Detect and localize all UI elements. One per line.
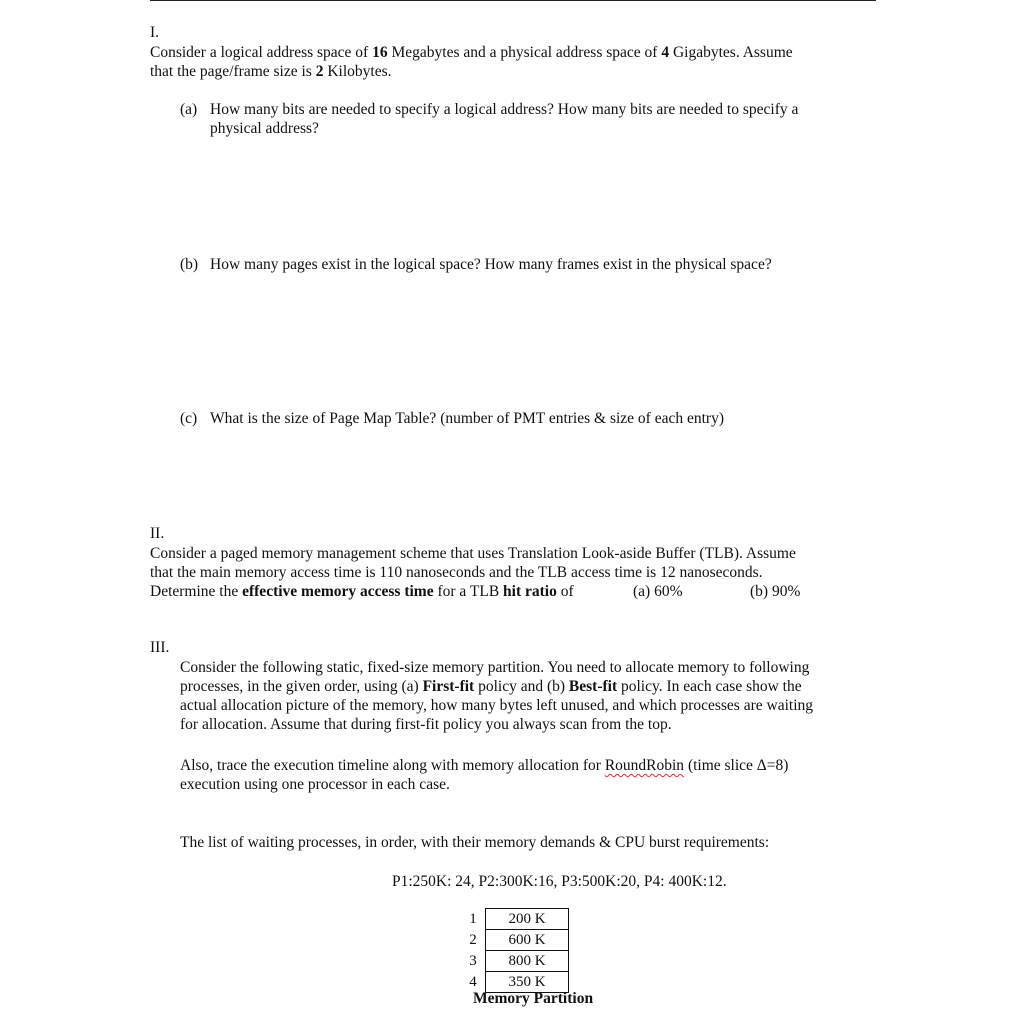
- section-3-paragraph-1: Consider the following static, fixed-size memory partition. You need to allocate memory to following processes, in the given order, using (a) First-fit policy and (b) Best-fit policy. In each case show the actual allocation picture of the memory, how many bytes left unused, and which processes are waiting for allocation. Assume that during first-fit policy you always scan from the top.: [180, 659, 814, 733]
- partition-size: 600 K: [486, 930, 569, 951]
- question-text: How many pages exist in the logical space? How many frames exist in the physical space?: [210, 256, 772, 273]
- section-1-intro-line-1: Consider a logical address space of 16 Megabytes and a physical address space of 4 Gigabytes. Assume: [150, 44, 793, 61]
- section-2-line-3: Determine the effective memory access time for a TLB hit ratio of: [150, 583, 574, 600]
- question-text: What is the size of Page Map Table? (number of PMT entries & size of each entry): [210, 410, 724, 427]
- section-2-heading: II.: [150, 525, 165, 542]
- memory-partition-table: [463, 908, 569, 993]
- spellcheck-flagged-word: RoundRobin: [604, 757, 685, 774]
- process-list: P1:250K: 24, P2:300K:16, P3:500K:20, P4: 400K:12.: [392, 873, 727, 890]
- section-3-paragraph-3: The list of waiting processes, in order, with their memory demands & CPU burst requirements:: [180, 834, 770, 851]
- partition-index: 1: [469, 911, 477, 927]
- hit-ratio-option-b: (b) 90%: [750, 583, 801, 600]
- partition-index: 3: [469, 953, 477, 969]
- section-2-body: Consider a paged memory management scheme that uses Translation Look-aside Buffer (TLB). Assume that the main memory access time is 110 nanoseconds and the TLB access time is 12 nanoseconds. Determine the effective memory access time for a TLB hit ratio of: [150, 545, 796, 600]
- partition-size: 200 K: [486, 909, 569, 930]
- partition-size: 800 K: [486, 951, 569, 972]
- question-1a: [180, 100, 880, 140]
- table-row: [463, 909, 569, 930]
- partition-index: 2: [469, 932, 477, 948]
- table-row: [463, 930, 569, 951]
- question-1c: [180, 409, 880, 429]
- section-1-heading: I.: [150, 24, 160, 41]
- section-3-paragraph-2: Also, trace the execution timeline along with memory allocation for RoundRobin (time slice Δ=8) execution using one processor in each case.: [180, 757, 789, 793]
- section-1-intro-line-2: that the page/frame size is 2 Kilobytes.: [150, 63, 392, 80]
- top-rule: [150, 0, 876, 1]
- memory-partition-caption: Memory Partition: [473, 990, 594, 1007]
- question-1b: [180, 255, 880, 275]
- section-3-heading: III.: [150, 639, 170, 656]
- hit-ratio-option-a: (a) 60%: [633, 583, 683, 600]
- question-label: (b): [180, 256, 199, 273]
- question-label: (a): [180, 101, 198, 118]
- question-label: (c): [180, 410, 198, 427]
- question-text: How many bits are needed to specify a logical address? How many bits are needed to specify a physical address?: [210, 101, 799, 137]
- section-3-line-2: processes, in the given order, using (a) First-fit policy and (b) Best-fit policy. In each case show the: [180, 678, 802, 695]
- table-row: [463, 951, 569, 972]
- section-1-intro: [150, 43, 793, 81]
- partition-index: 4: [469, 974, 477, 990]
- section-3-p2-line-1: Also, trace the execution timeline along with memory allocation for RoundRobin (time slice Δ=8): [180, 757, 789, 774]
- partition-size: 350 K: [486, 972, 569, 993]
